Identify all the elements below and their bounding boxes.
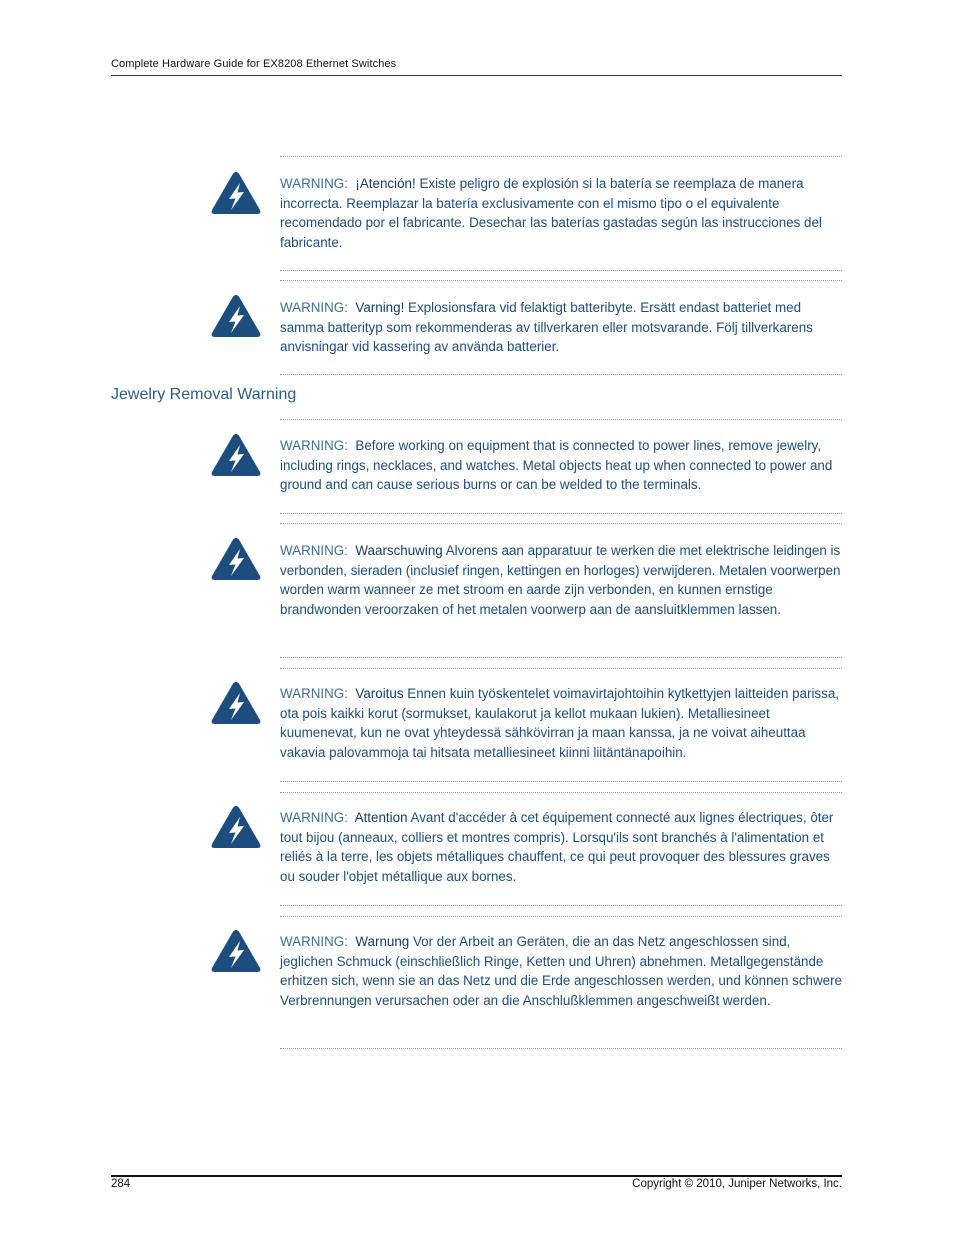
warning-text xyxy=(280,174,842,252)
warning-text xyxy=(280,684,842,762)
header-rule xyxy=(111,75,842,76)
warning-top-rule xyxy=(280,792,842,793)
warning-label: WARNING: xyxy=(280,543,348,558)
warning-bottom-rule xyxy=(280,905,842,906)
warning-top-rule xyxy=(280,280,842,281)
electrical-hazard-warning-icon xyxy=(210,680,262,726)
warning-label: WARNING: xyxy=(280,176,348,191)
copyright-notice: Copyright © 2010, Juniper Networks, Inc. xyxy=(632,1178,842,1190)
electrical-hazard-warning-icon xyxy=(210,928,262,974)
warning-label: WARNING: xyxy=(280,300,348,315)
page-number: 284 xyxy=(111,1178,131,1190)
warning-keyword: Varoitus xyxy=(355,686,404,701)
warning-text xyxy=(280,932,842,1010)
warning-bottom-rule xyxy=(280,657,842,658)
warning-text xyxy=(280,436,842,495)
warning-body: Existe peligro de explosión si la batería se reemplaza de manera incorrecta. Reemplazar la batería exclusivamente con el mismo tipo o el equivalente recomendado por el fabricante. Desechar las baterías gastadas según las instrucciones del fabricante. xyxy=(280,176,822,250)
warning-keyword: Waarschuwing xyxy=(355,543,443,558)
warning-bottom-rule xyxy=(280,374,842,375)
footer-rule xyxy=(111,1175,842,1177)
running-header: Complete Hardware Guide for EX8208 Ethernet Switches xyxy=(111,58,397,70)
warning-top-rule xyxy=(280,419,842,420)
warning-top-rule xyxy=(280,156,842,157)
electrical-hazard-warning-icon xyxy=(210,432,262,478)
section-heading: Jewelry Removal Warning xyxy=(111,386,297,403)
warning-body: Vor der Arbeit an Geräten, die an das Netz angeschlossen sind, jeglichen Schmuck (einschließlich Ringe, Ketten und Uhren) abnehmen. Metallgegenstände erhitzen sich, wenn sie an das Netz und die Erde angeschlossen werden, und können schwere Verbrennungen verursachen oder an die Anschlußklemmen angeschweißt werden. xyxy=(280,934,843,1008)
warning-body: Explosionsfara vid felaktigt batteribyte. Ersätt endast batteriet med samma batterityp som rekommenderas av tillverkaren eller motsvarande. Följ tillverkarens anvisningar vid kassering av använda batterier. xyxy=(280,300,813,355)
warning-body: Avant d'accéder à cet équipement connecté aux lignes électriques, ôter tout bijou (anneaux, colliers et montres compris). Lorsqu'ils sont branchés à l'alimentation et reliés à la terre, les objets métalliques chauffent, ce qui peut provoquer des blessures graves ou souder l'objet métallique aux bornes. xyxy=(280,810,834,884)
warning-keyword: Varning! xyxy=(355,300,405,315)
warning-bottom-rule xyxy=(280,1048,842,1049)
warning-text xyxy=(280,541,842,619)
warning-keyword: Warnung xyxy=(355,934,410,949)
electrical-hazard-warning-icon xyxy=(210,293,262,339)
warning-keyword: ¡Atención! xyxy=(355,176,416,191)
warning-label: WARNING: xyxy=(280,438,348,453)
warning-text xyxy=(280,808,842,886)
warning-body: Ennen kuin työskentelet voimavirtajohtoihin kytkettyjen laitteiden parissa, ota pois kaikki korut (sormukset, kaulakorut ja kellot mukaan lukien). Metalliesineet kuumenevat, kun ne ovat yhteydessä sähkövirran ja maan kanssa, ja ne voivat aiheuttaa vakavia palovammoja tai hitsata metalliesineet kiinni liitäntänapoihin. xyxy=(280,686,839,760)
warning-label: WARNING: xyxy=(280,810,348,825)
warning-label: WARNING: xyxy=(280,686,348,701)
warning-bottom-rule xyxy=(280,781,842,782)
warning-body: Before working on equipment that is connected to power lines, remove jewelry, including rings, necklaces, and watches. Metal objects heat up when connected to power and ground and can cause serious burns or can be welded to the terminals. xyxy=(280,438,833,493)
warning-keyword: Attention xyxy=(354,810,408,825)
warning-top-rule xyxy=(280,916,842,917)
warning-body: Alvorens aan apparatuur te werken die met elektrische leidingen is verbonden, sieraden (inclusief ringen, kettingen en horloges) verwijderen. Metalen voorwerpen worden warm wanneer ze met stroom en aarde zijn verbonden, en kunnen ernstige brandwonden veroorzaken of het metalen voorwerp aan de aansluitklemmen lassen. xyxy=(280,543,841,617)
warning-bottom-rule xyxy=(280,513,842,514)
warning-top-rule xyxy=(280,523,842,524)
electrical-hazard-warning-icon xyxy=(210,536,262,582)
electrical-hazard-warning-icon xyxy=(210,804,262,850)
warning-text xyxy=(280,298,842,357)
warning-label: WARNING: xyxy=(280,934,348,949)
electrical-hazard-warning-icon xyxy=(210,170,262,216)
warning-top-rule xyxy=(280,668,842,669)
warning-bottom-rule xyxy=(280,270,842,271)
